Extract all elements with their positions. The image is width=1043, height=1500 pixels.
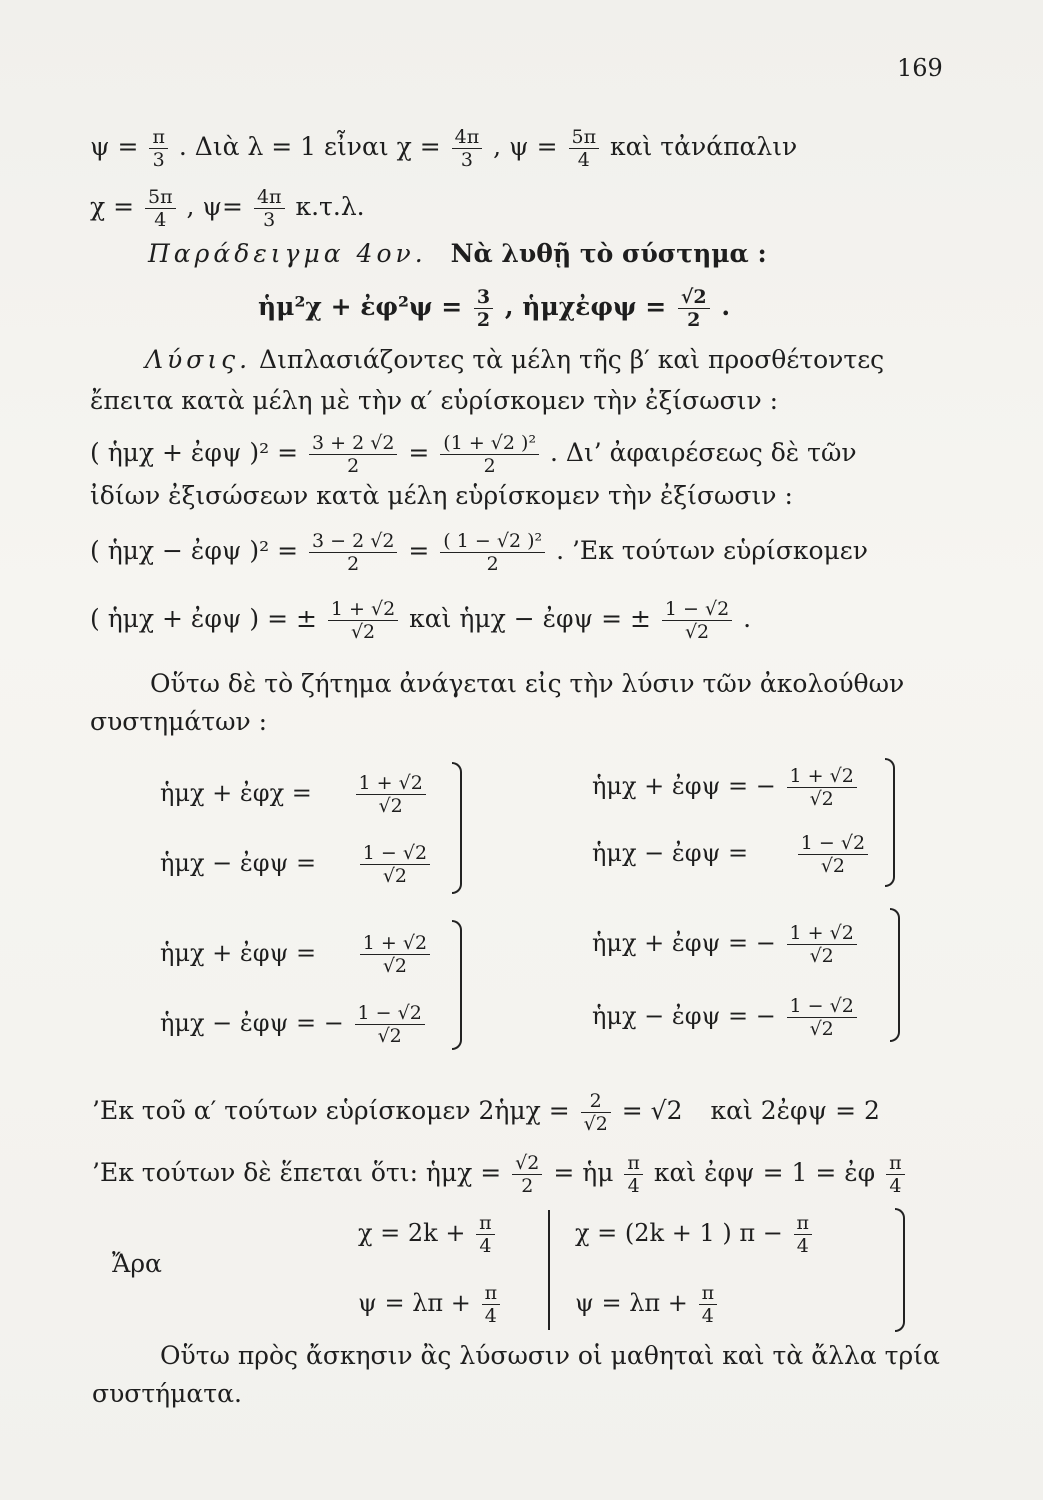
solution-line-2: ἔπειτα κατὰ μέλη μὲ τὴν α′ εὑρίσκομεν τὴν ἐξίσωσιν : xyxy=(90,386,779,415)
ara-left-eq-1: χ = 2k + $\frac{\pi}{4}$ xyxy=(358,1212,498,1257)
system-2-eq-a: ἡμχ + ἐφψ = − $\frac{1 + √2}{√2}$ xyxy=(592,765,860,810)
fraction: $\frac{1 - √2}{√2}$ xyxy=(360,842,430,887)
fraction: $\frac{5\pi}{4}$ xyxy=(569,126,600,171)
text-line-5: συστημάτων : xyxy=(90,707,268,736)
fraction: $\frac{\pi}{4}$ xyxy=(794,1212,813,1257)
brace xyxy=(885,758,895,887)
fraction: $\frac{1 + √2}{√2}$ xyxy=(787,765,857,810)
text-line-4: Οὕτω δὲ τὸ ζήτημα ἀνάγεται εἰς τὴν λύσιν τῶν ἀκολούθων xyxy=(150,669,905,698)
system-1-eq-b: ἡμχ − ἐφψ = $\frac{1 - √2}{√2}$ xyxy=(160,842,433,887)
line-psi-values: ψ = $\frac{\pi}{3}$ . Διὰ λ = 1 εἶναι χ = $\frac{4\pi}{3}$ , ψ = $\frac{5\pi}{4}$ καὶ τἀνάπαλιν xyxy=(90,126,798,171)
separator-brace xyxy=(548,1210,558,1330)
fraction: $\frac{1 - √2}{√2}$ xyxy=(355,1002,425,1047)
fraction: $\frac{1 - √2}{√2}$ xyxy=(798,832,868,877)
fraction: $\frac{2}{√2}$ xyxy=(581,1090,611,1135)
fraction: $\frac{1 - √2}{√2}$ xyxy=(787,995,857,1040)
fraction: $\frac{\pi}{4}$ xyxy=(624,1152,643,1197)
fraction: $\frac{4\pi}{3}$ xyxy=(254,186,285,231)
closing-line-2: συστήματα. xyxy=(92,1379,242,1408)
ara-left-eq-2: ψ = λπ + $\frac{\pi}{4}$ xyxy=(358,1282,503,1327)
ara-right-eq-1: χ = (2k + 1 ) π − $\frac{\pi}{4}$ xyxy=(575,1212,815,1257)
fraction: $\frac{\pi}{4}$ xyxy=(886,1152,905,1197)
fraction: $\frac{1 + √2}{√2}$ xyxy=(360,932,430,977)
fraction: $\frac{\text{( 1 − √2 )²}}{2}$ xyxy=(440,530,545,575)
fraction: $\frac{3}{2}$ xyxy=(474,286,493,331)
brace xyxy=(895,1208,905,1332)
fraction: $\frac{3 + 2 √2}{2}$ xyxy=(309,432,397,477)
system-3-eq-a: ἡμχ + ἐφψ = $\frac{1 + √2}{√2}$ xyxy=(160,932,433,977)
fraction: $\frac{1 + √2}{√2}$ xyxy=(787,922,857,967)
fraction: $\frac{1 - √2}{√2}$ xyxy=(662,598,732,643)
fraction: $\frac{3 - 2 √2}{2}$ xyxy=(309,530,397,575)
system-3-eq-b: ἡμχ − ἐφψ = − $\frac{1 - √2}{√2}$ xyxy=(160,1002,428,1047)
fraction: $\frac{\text{(1 + √2 )²}}{2}$ xyxy=(440,432,539,477)
system-4-eq-b: ἡμχ − ἐφψ = − $\frac{1 - √2}{√2}$ xyxy=(592,995,860,1040)
system-2-eq-b: ἡμχ − ἐφψ = $\frac{1 - √2}{√2}$ xyxy=(592,832,871,877)
system-4-eq-a: ἡμχ + ἐφψ = − $\frac{1 + √2}{√2}$ xyxy=(592,922,860,967)
equation-roots: ( ἡμχ + ἐφψ ) = ± $\frac{1 + √2}{√2}$ καὶ ἡμχ − ἐφψ = ± $\frac{1 - √2}{√2}$ . xyxy=(90,598,752,643)
closing-line-1: Οὕτω πρὸς ἄσκησιν ἂς λύσωσιν οἱ μαθηταὶ καὶ τὰ ἄλλα τρία xyxy=(160,1341,940,1370)
solution-line-1: Λύσις. Διπλασιάζοντες τὰ μέλη τῆς β′ καὶ προσθέτοντες xyxy=(145,345,885,374)
line-x-values: χ = $\frac{5\pi}{4}$ , ψ= $\frac{4\pi}{3}$ κ.τ.λ. xyxy=(90,186,365,231)
fraction: $\frac{\pi}{4}$ xyxy=(699,1282,718,1327)
brace xyxy=(890,908,900,1042)
equation-difference-squared: ( ἡμχ − ἐφψ )² = $\frac{3 - 2 √2}{2}$ = $\frac{\text{( 1 − √2 )²}}{2}$ . ’Εκ τούτων εὑρίσκομεν xyxy=(90,530,868,575)
equation-sum-squared: ( ἡμχ + ἐφψ )² = $\frac{3 + 2 √2}{2}$ = $\frac{\text{(1 + √2 )²}}{2}$ . Δι’ ἀφαιρέσεως δὲ τῶν xyxy=(90,432,857,477)
fraction: $\frac{\pi}{4}$ xyxy=(482,1282,501,1327)
fraction: $\frac{\pi}{3}$ xyxy=(149,126,168,171)
system-1-eq-a: ἡμχ + ἐφχ = $\frac{1 + √2}{√2}$ xyxy=(160,772,429,817)
fraction: $\frac{1 + √2}{√2}$ xyxy=(328,598,398,643)
ara-right-eq-2: ψ = λπ + $\frac{\pi}{4}$ xyxy=(575,1282,720,1327)
system-equation: ἡμ²χ + ἐφ²ψ = $\frac{3}{2}$ , ἡμχἐφψ = $\frac{√2}{2}$ . xyxy=(258,286,731,331)
fraction: $\frac{\pi}{4}$ xyxy=(476,1212,495,1257)
fraction: $\frac{√2}{2}$ xyxy=(512,1152,542,1197)
equation-consequence: ’Εκ τούτων δὲ ἕπεται ὅτι: ἡμχ = $\frac{√2}{2}$ = ἡμ $\frac{\pi}{4}$ καὶ ἐφψ = 1 = ἐφ $\frac{\pi}{4}$ xyxy=(92,1152,908,1197)
page-number: 169 xyxy=(897,54,943,82)
text-line-3: ἰδίων ἐξισώσεων κατὰ μέλη εὑρίσκομεν τὴν ἐξίσωσιν : xyxy=(90,481,793,510)
brace xyxy=(452,762,462,894)
example-heading: Παράδειγμα 4ον. Νὰ λυθῇ τὸ σύστημα : xyxy=(148,239,767,268)
ara-label: Ἄρα xyxy=(112,1249,162,1278)
brace xyxy=(452,920,462,1050)
fraction: $\frac{4\pi}{3}$ xyxy=(452,126,483,171)
equation-first-system: ’Εκ τοῦ α′ τούτων εὑρίσκομεν 2ἡμχ = $\frac{2}{√2}$ = √2 καὶ 2ἐφψ = 2 xyxy=(92,1090,880,1135)
fraction: $\frac{1 + √2}{√2}$ xyxy=(356,772,426,817)
fraction: $\frac{√2}{2}$ xyxy=(678,286,710,331)
fraction: $\frac{5\pi}{4}$ xyxy=(145,186,176,231)
